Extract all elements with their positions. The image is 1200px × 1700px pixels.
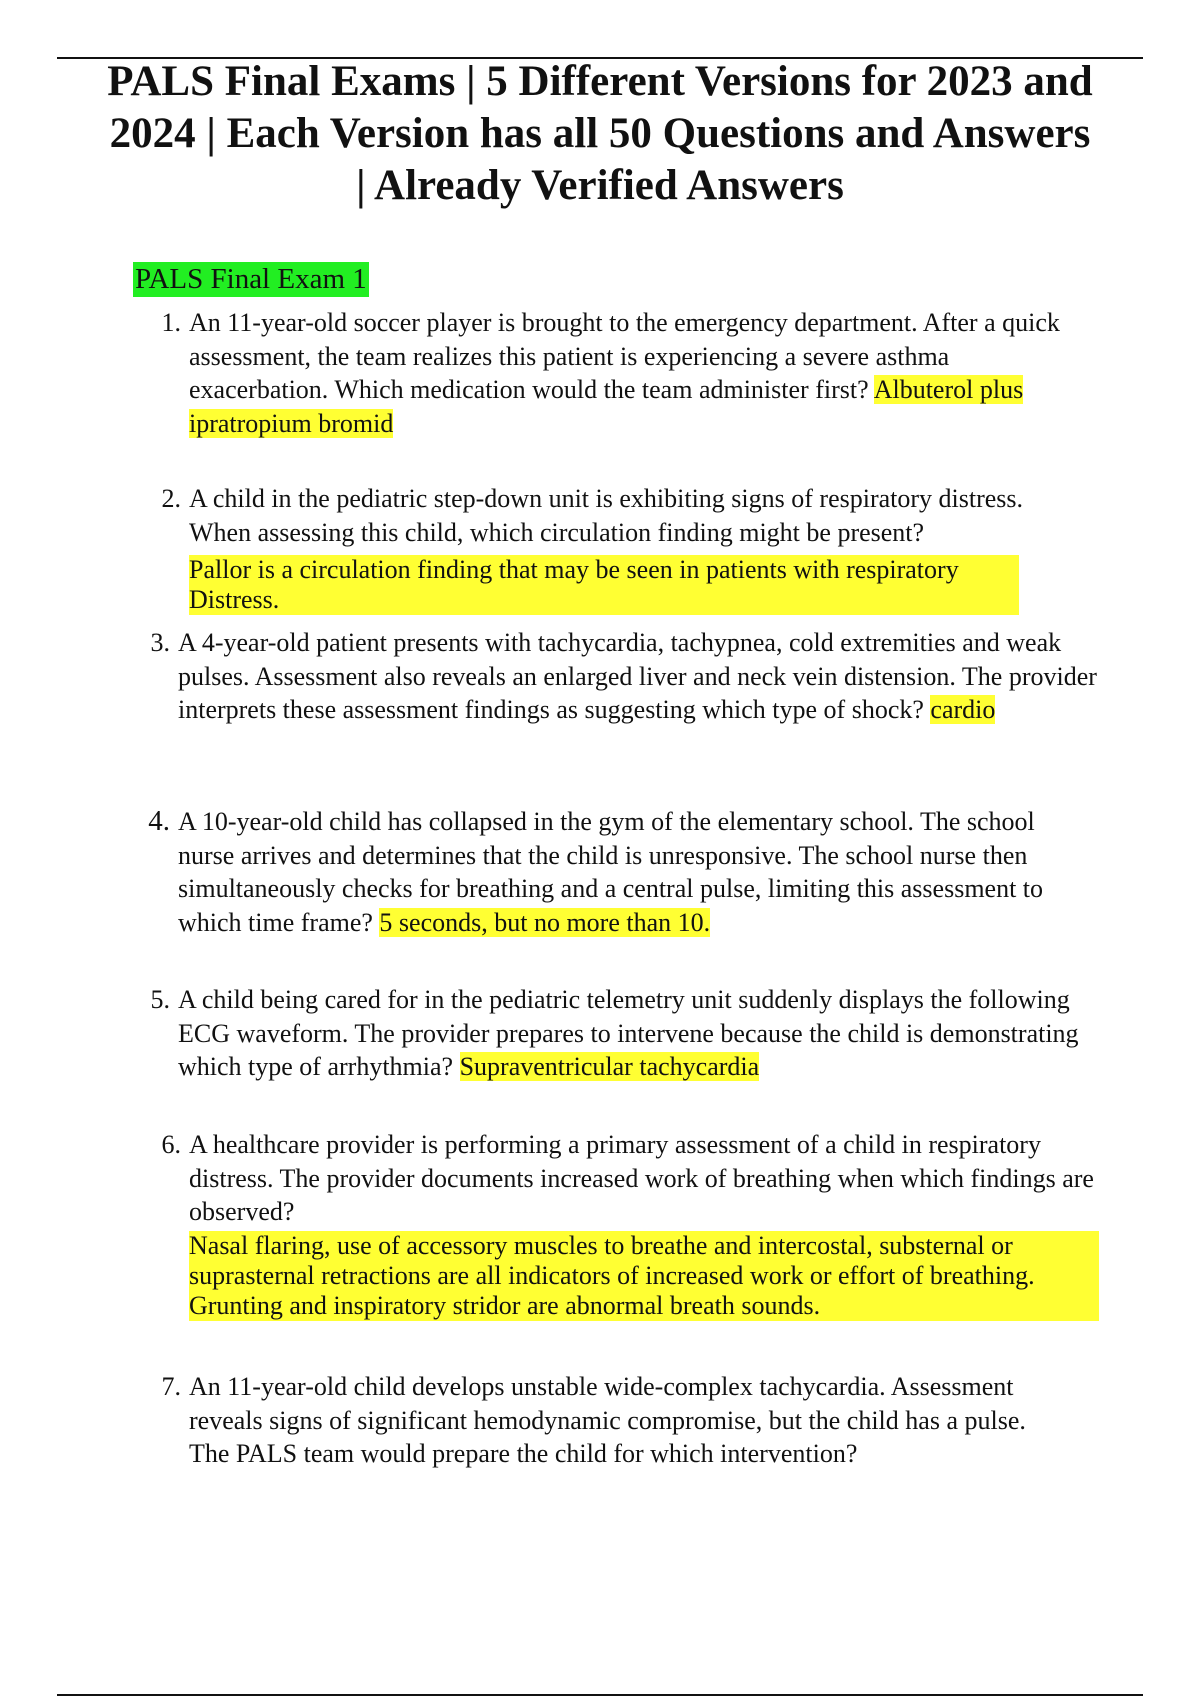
question-text: A child being cared for in the pediatric telemetry unit suddenly displays the following ECG waveform. The provider prepares to intervene because the child is demonstrating which type of arrhythmia?	[178, 985, 1079, 1081]
question-number: 6.	[161, 1130, 181, 1159]
question-number: 5.	[150, 985, 170, 1014]
question-text: A child in the pediatric step-down unit is exhibiting signs of respiratory distress. When assessing this child, which circulation finding might be present?	[189, 484, 1024, 547]
question-6	[161, 1128, 1099, 1322]
question-number: 3.	[150, 628, 170, 657]
question-number: 7.	[161, 1372, 181, 1401]
question-number: 1.	[161, 308, 181, 337]
section-label: PALS Final Exam 1	[135, 263, 367, 295]
question-1	[161, 306, 1089, 440]
question-2	[161, 482, 1089, 617]
question-5	[150, 983, 1098, 1084]
bottom-rule	[57, 1694, 1143, 1696]
question-7	[161, 1370, 1069, 1471]
question-4	[148, 805, 1078, 939]
question-number: 2.	[161, 484, 181, 513]
question-3	[150, 626, 1098, 727]
answer-highlight: cardio	[930, 695, 996, 724]
answer-highlight: Pallor is a circulation finding that may be seen in patients with respiratory Distress.	[189, 555, 1019, 615]
answer-highlight: 5 seconds, but no more than 10.	[379, 907, 711, 937]
question-text: An 11-year-old soccer player is brought to the emergency department. After a quick assessment, the team realizes this patient is experiencing a severe asthma exacerbation. Which medication would the team administer first?	[189, 308, 1060, 404]
answer-highlight: Supraventricular tachycardia	[459, 1052, 760, 1081]
question-text: A 4-year-old patient presents with tachycardia, tachypnea, cold extremities and weak pulses. Assessment also reveals an enlarged liver and neck vein distension. The provider interprets these assessment findings as suggesting which type of shock?	[178, 628, 1097, 724]
answer-highlight: Nasal flaring, use of accessory muscles to breathe and intercostal, substernal or suprasternal retractions are all indicators of increased work or effort of breathing. Grunting and inspiratory stridor are abnormal breath sounds.	[189, 1231, 1099, 1321]
answer-highlight: Albuterol plus ipratropium bromid	[189, 375, 1024, 438]
question-text: A 10-year-old child has collapsed in the gym of the elementary school. The school nurse arrives and determines that the child is unresponsive. The school nurse then simultaneously checks for breathing and a central pulse, limiting this assessment to which time frame?	[178, 807, 1044, 937]
question-number: 4.	[148, 805, 170, 837]
document-title: PALS Final Exams | 5 Different Versions for 2023 and 2024 | Each Version has all 50 Questions and Answers | Already Verified Answers	[107, 58, 1093, 209]
question-text: A healthcare provider is performing a primary assessment of a child in respiratory distress. The provider documents increased work of breathing when which findings are observed?	[189, 1130, 1094, 1226]
question-text: An 11-year-old child develops unstable wide-complex tachycardia. Assessment reveals signs of significant hemodynamic compromise, but the child has a pulse. The PALS team would prepare the child for which intervention?	[189, 1372, 1026, 1468]
